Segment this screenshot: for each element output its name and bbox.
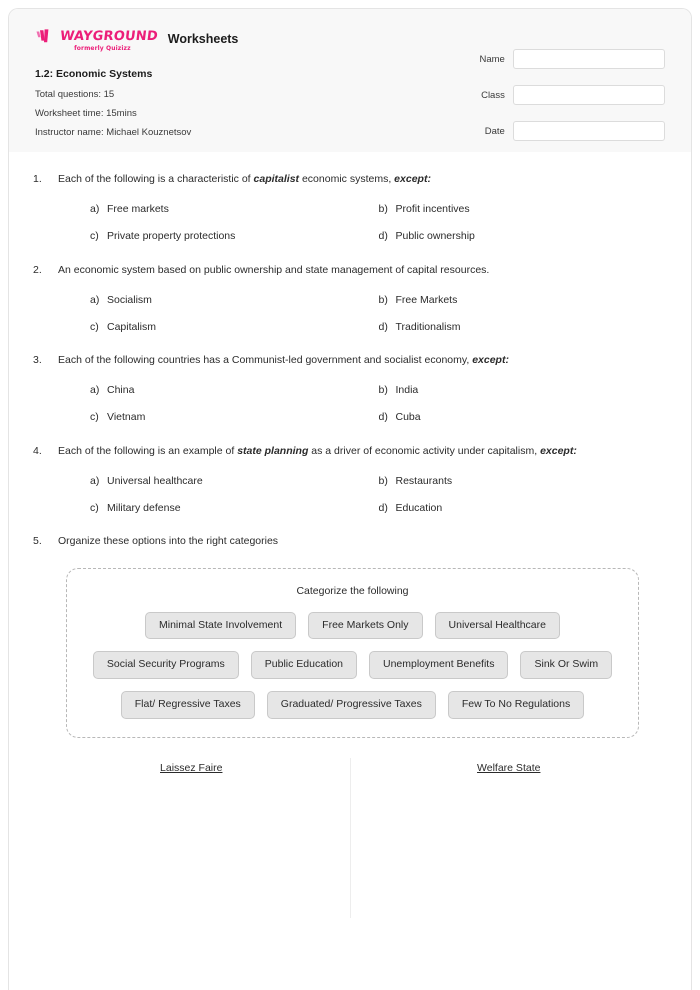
categorize-title: Categorize the following <box>296 584 409 597</box>
option-text: Public ownership <box>395 229 475 242</box>
option-text: Free markets <box>107 203 169 216</box>
worksheet-header <box>9 9 691 158</box>
field-row-date <box>467 121 665 141</box>
question-2-head <box>33 263 667 278</box>
categorize-dropzone[interactable] <box>66 568 639 738</box>
categorize-chip[interactable]: Universal Healthcare <box>435 612 560 640</box>
option-letter: a) <box>90 384 100 397</box>
option-text: Vietnam <box>107 411 146 424</box>
question-5-number: 5. <box>33 535 42 548</box>
category-column-laissez-faire[interactable] <box>33 758 351 918</box>
questions-list <box>33 172 667 515</box>
worksheet-body <box>8 152 692 990</box>
option-d[interactable] <box>379 320 668 335</box>
total-questions: Total questions: 15 <box>35 89 115 100</box>
option-d[interactable] <box>379 229 668 244</box>
option-letter: b) <box>378 384 388 397</box>
option-c[interactable] <box>90 320 379 335</box>
option-text: Military defense <box>107 501 181 514</box>
categorize-chip[interactable]: Social Security Programs <box>93 651 239 679</box>
brand-row <box>35 29 238 52</box>
question-5-head <box>33 534 667 549</box>
option-c[interactable] <box>90 229 379 244</box>
question-1-number: 1. <box>33 173 42 185</box>
option-c[interactable] <box>90 501 379 516</box>
worksheet-title: 1.2: Economic Systems <box>35 68 153 80</box>
question-4-options <box>90 474 667 515</box>
option-letter: b) <box>378 475 388 487</box>
question-4-head <box>33 444 667 459</box>
date-input[interactable] <box>513 121 665 141</box>
option-a[interactable] <box>90 293 379 308</box>
category-columns <box>33 758 667 918</box>
option-text: China <box>107 384 135 397</box>
option-d[interactable] <box>379 410 668 425</box>
question-3-options <box>90 383 667 424</box>
option-a[interactable] <box>90 383 379 398</box>
option-text: India <box>395 384 419 397</box>
class-input[interactable] <box>513 85 665 105</box>
option-text: Capitalism <box>107 320 157 333</box>
option-text: Traditionalism <box>395 320 461 333</box>
question-1-head <box>33 172 667 187</box>
field-label-name: Name <box>479 53 505 65</box>
option-letter: c) <box>90 229 99 242</box>
option-text: Universal healthcare <box>107 475 203 487</box>
option-text: Education <box>395 501 443 514</box>
category-title: Laissez Faire <box>160 761 223 774</box>
instructor-name: Instructor name: Michael Kouznetsov <box>35 127 192 138</box>
categorize-chip[interactable]: Sink Or Swim <box>520 651 612 679</box>
question-1 <box>33 172 667 244</box>
option-a[interactable] <box>90 474 379 489</box>
header-left <box>35 27 238 138</box>
category-column-welfare-state[interactable] <box>351 758 668 918</box>
question-3-text: Each of the following countries has a Communist-led government and socialist economy, except: <box>58 354 509 367</box>
category-title: Welfare State <box>477 761 541 774</box>
logo-tagline: formerly Quizizz <box>74 45 131 52</box>
categorize-chip[interactable]: Public Education <box>251 651 357 679</box>
field-label-class: Class <box>481 89 505 101</box>
field-row-name <box>467 49 665 69</box>
option-letter: d) <box>378 229 388 242</box>
option-b[interactable] <box>379 474 668 489</box>
question-3 <box>33 353 667 425</box>
brand-logo <box>35 29 158 52</box>
option-text: Private property protections <box>107 229 236 242</box>
option-b[interactable] <box>379 202 668 217</box>
chip-row <box>81 691 624 719</box>
field-row-class <box>467 85 665 105</box>
logo-wordmark: WAYGROUND <box>59 28 159 44</box>
categorize-chip[interactable]: Minimal State Involvement <box>145 612 296 640</box>
question-1-text: Each of the following is a characteristic of capitalist economic systems, except: <box>58 173 431 185</box>
chip-row <box>81 612 624 640</box>
option-text: Socialism <box>107 293 152 306</box>
worksheet-time: Worksheet time: 15mins <box>35 108 137 119</box>
worksheet-meta <box>35 68 238 138</box>
option-text: Restaurants <box>395 475 453 487</box>
categorize-chips <box>81 612 624 719</box>
product-label: Worksheets <box>167 32 239 46</box>
student-info-fields <box>467 27 665 141</box>
field-label-date: Date <box>484 125 505 137</box>
option-text: Profit incentives <box>395 203 470 216</box>
question-5-prompt: Organize these options into the right categories <box>58 535 279 548</box>
option-letter: c) <box>90 320 99 333</box>
option-text: Cuba <box>395 411 421 424</box>
option-text: Free Markets <box>395 293 458 306</box>
categorize-chip[interactable]: Flat/ Regressive Taxes <box>121 691 255 719</box>
name-input[interactable] <box>513 49 665 69</box>
option-c[interactable] <box>90 410 379 425</box>
question-1-options <box>90 202 667 243</box>
option-b[interactable] <box>379 293 668 308</box>
question-3-number: 3. <box>33 354 42 367</box>
option-letter: b) <box>378 203 388 216</box>
question-3-head <box>33 353 667 368</box>
chip-row <box>81 651 624 679</box>
categorize-chip[interactable]: Free Markets Only <box>308 612 422 640</box>
question-2-number: 2. <box>33 263 42 276</box>
option-letter: d) <box>378 501 388 514</box>
categorize-chip[interactable]: Few To No Regulations <box>448 691 584 719</box>
option-letter: d) <box>378 320 388 333</box>
question-2-text: An economic system based on public ownership and state management of capital resources. <box>58 263 490 276</box>
option-letter: a) <box>90 293 100 306</box>
question-5 <box>33 534 667 917</box>
option-letter: c) <box>90 411 99 424</box>
question-4 <box>33 444 667 516</box>
option-b[interactable] <box>379 383 668 398</box>
option-letter: c) <box>90 501 99 514</box>
option-a[interactable] <box>90 202 379 217</box>
option-letter: a) <box>90 203 100 216</box>
worksheet-header-card <box>8 8 692 158</box>
question-2 <box>33 263 667 335</box>
question-4-number: 4. <box>33 444 42 457</box>
wayground-logo-icon <box>35 29 57 43</box>
option-letter: d) <box>378 411 388 424</box>
option-letter: a) <box>90 475 100 487</box>
question-4-text: Each of the following is an example of state planning as a driver of economic activity under capitalism, except: <box>58 444 577 457</box>
categorize-chip[interactable]: Graduated/ Progressive Taxes <box>267 691 436 719</box>
option-letter: b) <box>378 293 388 306</box>
categorize-chip[interactable]: Unemployment Benefits <box>369 651 508 679</box>
question-2-options <box>90 293 667 334</box>
option-d[interactable] <box>379 501 668 516</box>
logo-lockup <box>35 29 158 43</box>
